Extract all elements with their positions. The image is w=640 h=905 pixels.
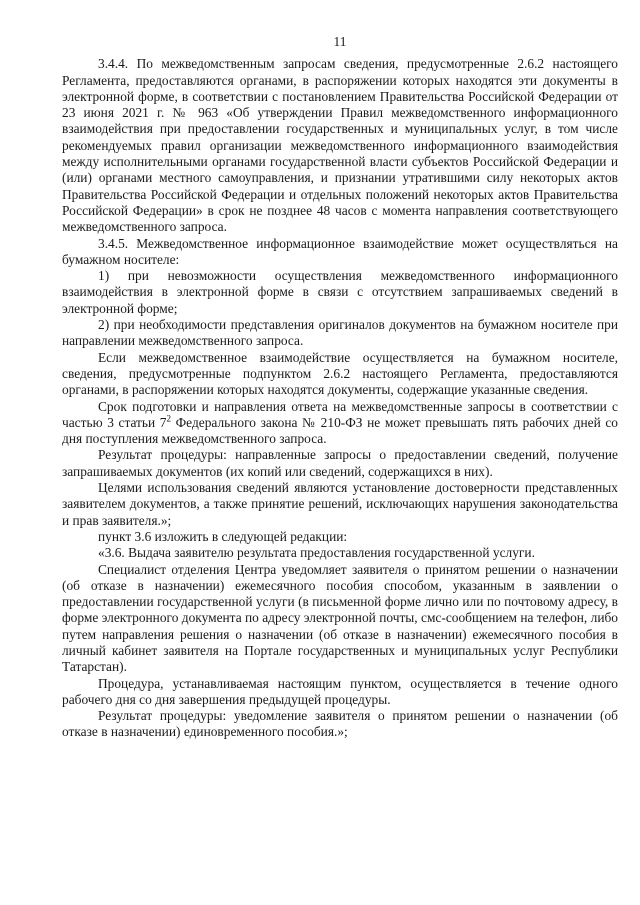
list-item-1: 1) при невозможности осуществления межведомственного информационного взаимодействия в электронной форме в связи с отсутствием запрашиваемых сведений в электронной форме; bbox=[62, 268, 618, 316]
paragraph-amendment: пункт 3.6 изложить в следующей редакции: bbox=[98, 528, 348, 544]
paragraph-final-result: Результат процедуры: уведомление заявителя о принятом решении о назначении (об отказе в назначении) единовременного пособия.»; bbox=[62, 708, 618, 740]
paragraph-procedure-result: Результат процедуры: направленные запросы о предоставлении сведений, получение запрашиваемых документов (их копий или сведений, содержащихся в них). bbox=[62, 447, 618, 479]
list-item-2: 2) при необходимости представления оригиналов документов на бумажном носителе при направлении межведомственного запроса. bbox=[62, 317, 618, 349]
paragraph-deadline bbox=[62, 399, 618, 448]
paragraph-purpose: Целями использования сведений являются установление достоверности представленных заявителем документов, а также принятие решений, исключающих нарушения законодательства и прав заявителя.»; bbox=[62, 480, 618, 528]
deadline-text-before: Срок подготовки и направления ответа на межведомственные запросы в соответствии с частью 3 статьи 7 bbox=[62, 398, 618, 430]
document-page bbox=[62, 34, 618, 741]
paragraph-specialist-notice: Специалист отделения Центра уведомляет заявителя о принятом решении о назначении (об отказе в назначении) ежемесячного пособия способом, указанным в заявлении о предоставлении государственной услуги (в письменной форме лично или по почтовому адресу, в форме электронного документа по адресу электронной почты, смс-сообщением на телефон, либо путем направления решения о назначении (об отказе в назначении) ежемесячного пособия в личный кабинет заявителя на Портале государственных и муниципальных услуг Республики Татарстан). bbox=[62, 561, 618, 675]
paragraph-3-6-heading: «3.6. Выдача заявителю результата предоставления государственной услуги. bbox=[98, 545, 535, 561]
paragraph-3-4-5: 3.4.5. Межведомственное информационное взаимодействие может осуществляться на бумажном носителе: bbox=[62, 235, 618, 267]
paragraph-paper-interaction: Если межведомственное взаимодействие осуществляется на бумажном носителе, сведения, предусмотренные подпунктом 2.6.2 настоящего Регламента, предоставляются органами, в распоряжении которых находятся документы, содержащие указанные сведения. bbox=[62, 349, 618, 398]
deadline-text-after: Федерального закона № 210-ФЗ не может превышать пять рабочих дней со дня поступления межведомственного запроса. bbox=[62, 414, 618, 447]
paragraph-3-4-4: 3.4.4. По межведомственным запросам сведения, предусмотренные 2.6.2 настоящего Регламента, предоставляются органами, в распоряжении которых находятся эти документы в электронной форме, в соответствии с постановлением Правительства Российской Федерации от 23 июня 2021 г. № 963 «Об утверждении Правил межведомственного информационного взаимодействия при предоставлении государственных и муниципальных услуг, в том числе рекомендуемых правил организации межведомственного информационного взаимодействия между исполнительными органами государственной власти субъектов Российской Федерации и (или) органами местного самоуправления, и признании утратившими силу некоторых актов Правительства Российской Федерации и отдельных положений некоторых актов Правительства Российской Федерации» в срок не позднее 48 часов с момента направления соответствующего межведомственного запроса. bbox=[62, 56, 618, 235]
paragraph-procedure-timing: Процедура, устанавливаемая настоящим пунктом, осуществляется в течение одного рабочего дня со дня завершения предыдущей процедуры. bbox=[62, 675, 618, 707]
superscript-index: 2 bbox=[166, 413, 171, 424]
page-number: 11 bbox=[333, 34, 347, 49]
